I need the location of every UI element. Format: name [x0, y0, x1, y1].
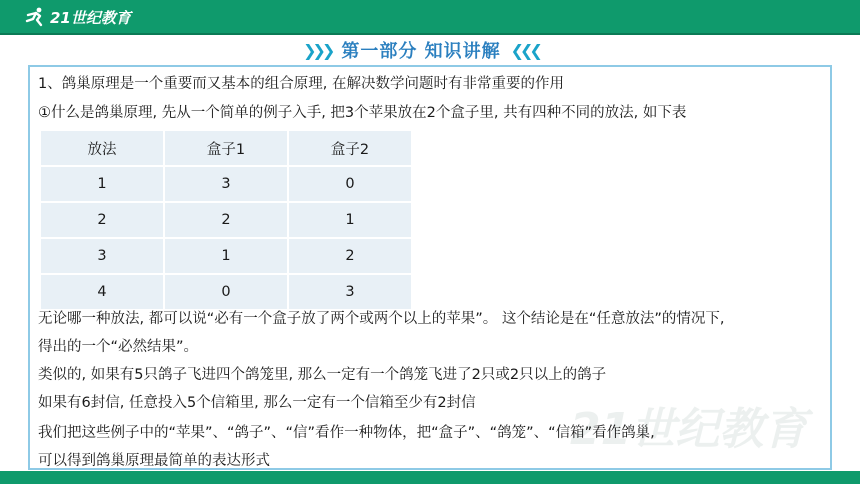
table-header-cell: 盒子1 [164, 130, 288, 166]
table-cell: 2 [288, 238, 412, 274]
section-title: 第一部分 知识讲解 [341, 41, 501, 62]
table-cell: 2 [40, 202, 164, 238]
table-cell: 2 [164, 202, 288, 238]
paragraph-generalize-cont: 可以得到鸽巢原理最简单的表达形式 [38, 453, 270, 469]
watermark-text: 21世纪教育 [570, 404, 808, 455]
table-row [40, 274, 412, 310]
table-cell: 3 [40, 238, 164, 274]
table-cell: 1 [40, 166, 164, 202]
table-cell: 3 [288, 274, 412, 310]
top-header-bar [0, 0, 860, 33]
table-header-row [40, 130, 412, 166]
table-cell: 0 [288, 166, 412, 202]
logo-text: 21世纪教育 [50, 8, 131, 27]
table-row [40, 202, 412, 238]
table-cell: 0 [164, 274, 288, 310]
paragraph-conclusion: 无论哪一种放法, 都可以说“必有一个盒子放了两个或两个以上的苹果”。 这个结论是在“任意放法”的情况下, [38, 311, 725, 327]
logo [24, 5, 131, 29]
table-cell: 1 [288, 202, 412, 238]
paragraph-pigeon-example: 类似的, 如果有5只鸽子飞进四个鸽笼里, 那么一定有一个鸽笼飞进了2只或2只以上的鸽子 [38, 367, 607, 383]
content-panel [28, 65, 832, 470]
table-row [40, 166, 412, 202]
double-chevron-left-icon: ❮❮❮ [510, 40, 539, 60]
section-header [281, 38, 561, 62]
bottom-footer-bar [0, 471, 860, 484]
table-cell: 4 [40, 274, 164, 310]
double-chevron-right-icon: ❯❯❯ [303, 40, 332, 60]
table-row [40, 238, 412, 274]
table-header-cell: 放法 [40, 130, 164, 166]
placement-table [39, 129, 413, 311]
paragraph-question: ①什么是鸽巢原理, 先从一个简单的例子入手, 把3个苹果放在2个盒子里, 共有四种不同的放法, 如下表 [38, 105, 687, 121]
table-cell: 3 [164, 166, 288, 202]
paragraph-generalize: 我们把这些例子中的“苹果”、“鸽子”、“信”看作一种物体，把“盒子”、“鸽笼”、“信箱”看作鸽巢, [38, 425, 655, 441]
table-header-cell: 盒子2 [288, 130, 412, 166]
paragraph-conclusion-cont: 得出的一个“必然结果”。 [38, 339, 199, 355]
paragraph-letter-example: 如果有6封信, 任意投入5个信箱里, 那么一定有一个信箱至少有2封信 [38, 395, 476, 411]
runner-logo-icon [24, 7, 46, 27]
paragraph-intro: 1、鸽巢原理是一个重要而又基本的组合原理, 在解决数学问题时有非常重要的作用 [38, 76, 564, 92]
table-cell: 1 [164, 238, 288, 274]
header-divider [0, 33, 860, 35]
